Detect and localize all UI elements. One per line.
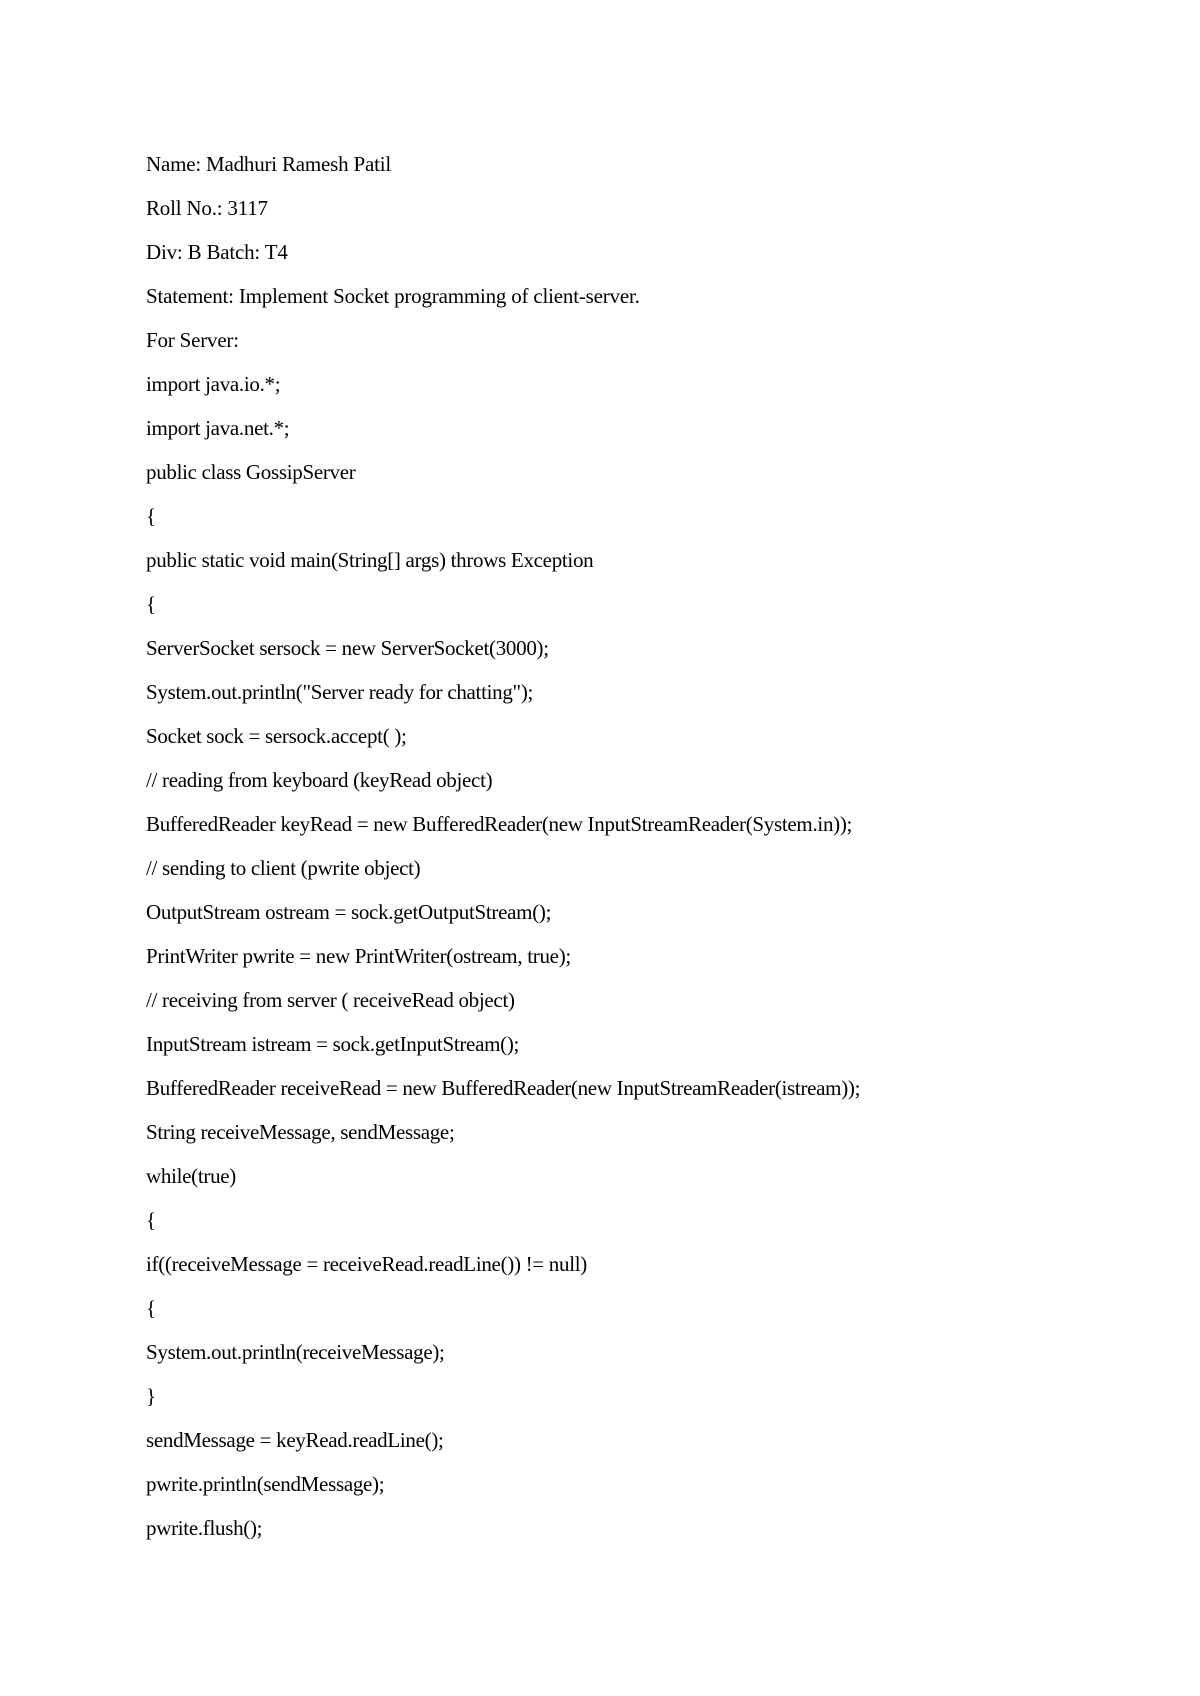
code-line: { (146, 1296, 156, 1320)
document-body (146, 142, 1146, 1550)
code-comment: // sending to client (pwrite object) (146, 856, 421, 880)
code-line: sendMessage = keyRead.readLine(); (146, 1428, 444, 1452)
code-line: System.out.println(receiveMessage); (146, 1340, 445, 1364)
division-batch: Div: B Batch: T4 (146, 240, 288, 264)
code-line: ServerSocket sersock = new ServerSocket(3000); (146, 636, 549, 660)
code-line: BufferedReader receiveRead = new BufferedReader(new InputStreamReader(istream)); (146, 1076, 861, 1100)
code-line: Socket sock = sersock.accept( ); (146, 724, 407, 748)
section-heading: For Server: (146, 328, 239, 352)
code-line: if((receiveMessage = receiveRead.readLine()) != null) (146, 1252, 587, 1276)
code-line: { (146, 592, 156, 616)
code-line: { (146, 1208, 156, 1232)
code-line: pwrite.flush(); (146, 1516, 263, 1540)
code-comment: // reading from keyboard (keyRead object) (146, 768, 493, 792)
code-line: System.out.println("Server ready for chatting"); (146, 680, 534, 704)
code-line: String receiveMessage, sendMessage; (146, 1120, 455, 1144)
code-line: public class GossipServer (146, 460, 356, 484)
student-name: Name: Madhuri Ramesh Patil (146, 152, 392, 176)
code-line: InputStream istream = sock.getInputStream(); (146, 1032, 520, 1056)
roll-number: Roll No.: 3117 (146, 196, 268, 220)
code-line: while(true) (146, 1164, 236, 1188)
code-line: pwrite.println(sendMessage); (146, 1472, 385, 1496)
problem-statement: Statement: Implement Socket programming of client-server. (146, 284, 640, 308)
code-line: { (146, 504, 156, 528)
code-line: public static void main(String[] args) throws Exception (146, 548, 594, 572)
code-comment: // receiving from server ( receiveRead object) (146, 988, 515, 1012)
code-line: import java.net.*; (146, 416, 290, 440)
code-line: PrintWriter pwrite = new PrintWriter(ostream, true); (146, 944, 571, 968)
code-line: } (146, 1384, 156, 1408)
code-line: BufferedReader keyRead = new BufferedReader(new InputStreamReader(System.in)); (146, 812, 853, 836)
code-line: import java.io.*; (146, 372, 281, 396)
code-line: OutputStream ostream = sock.getOutputStream(); (146, 900, 552, 924)
